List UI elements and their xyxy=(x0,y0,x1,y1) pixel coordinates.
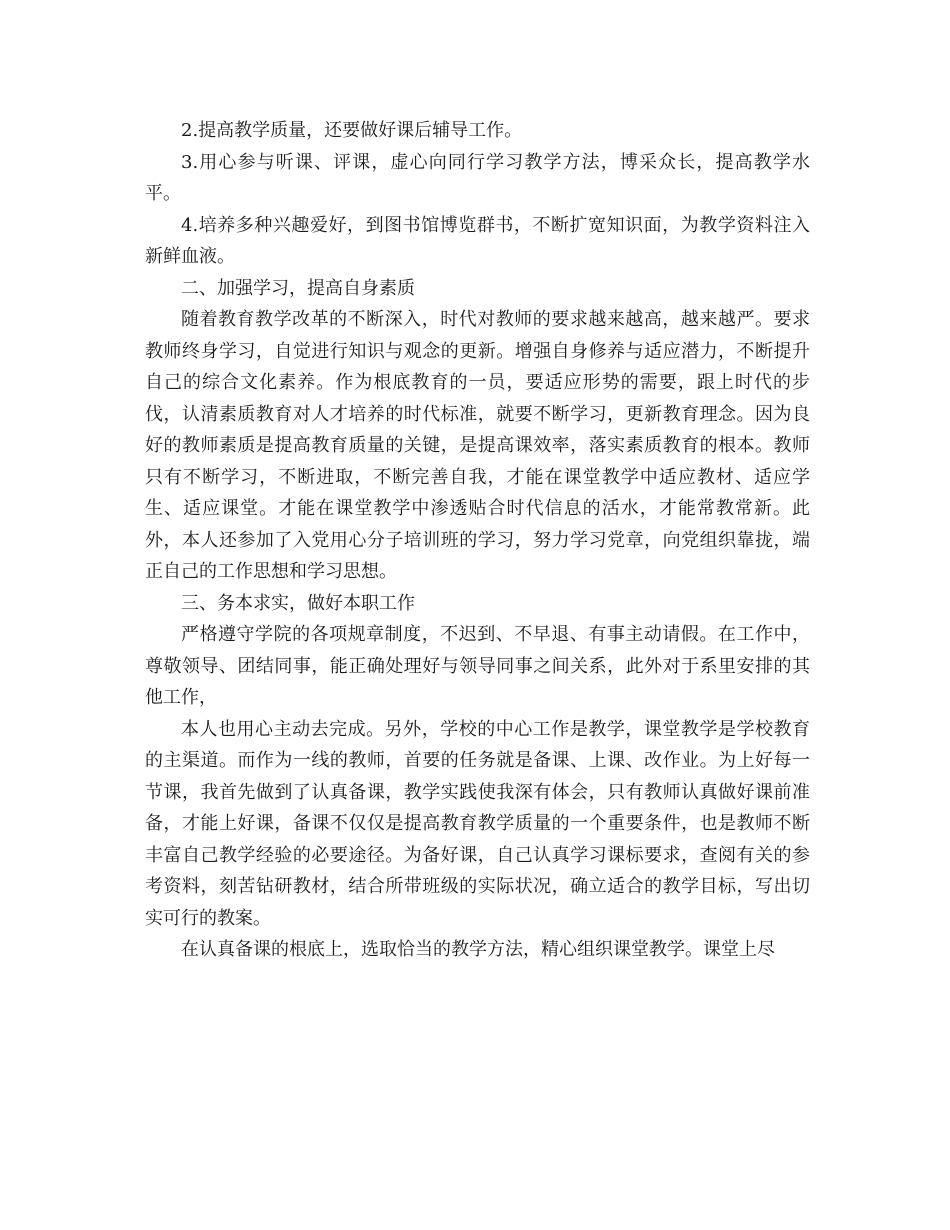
paragraph-classroom: 在认真备课的根底上，选取恰当的教学方法，精心组织课堂教学。课堂上尽 xyxy=(181,939,775,960)
paragraph-item-3: 3.用心参与听课、评课，虚心向同行学习教学方法，博采众长，提高教学水平。 xyxy=(145,151,810,204)
paragraph-learning: 随着教育教学改革的不断深入，时代对教师的要求越来越高，越来越严。要求教师终身学习，自觉进行知识与观念的更新。增强自身修养与适应潜力，不断提升自己的综合文化素养。作为根底教育的一员，要适应形势的需要，跟上时代的步伐，认清素质教育对人才培养的时代标准，就要不断学习，更新教育理念。因为良好的教师素质是提高教育质量的关键，是提高课效率，落实素质教育的根本。教师只有不断学习，不断进取，不断完善自我，才能在课堂教学中适应教材、适应学生、适应课堂。才能在课堂教学中渗透贴合时代信息的活水，才能常教常新。此外，本人还参加了入党用心分子培训班的学习，努力学习党章，向党组织靠拢，端正自己的工作思想和学习思想。 xyxy=(145,309,810,582)
paragraph-item-2: 2.提高教学质量，还要做好课后辅导工作。 xyxy=(181,120,523,141)
paragraph-teaching: 本人也用心主动去完成。另外，学校的中心工作是教学，课堂教学是学校教育的主渠道。而作为一线的教师，首要的任务就是备课、上课、改作业。为上好每一节课，我首先做到了认真备课，教学实践使我深有体会，只有教师认真做好课前准备，才能上好课，备课不仅仅是提高教育教学质量的一个重要条件，也是教师不断丰富自己教学经验的必要途径。为备好课，自己认真学习课标要求，查阅有关的参考资料，刻苦钻研教材，结合所带班级的实际状况，确立适合的教学目标，写出切实可行的教案。 xyxy=(145,718,810,929)
paragraph-item-4: 4.培养多种兴趣爱好，到图书馆博览群书，不断扩宽知识面，为教学资料注入新鲜血液。 xyxy=(145,214,810,267)
document-body xyxy=(145,115,810,966)
section-heading-2: 二、加强学习，提高自身素质 xyxy=(181,277,415,299)
section-heading-3: 三、务本求实，做好本职工作 xyxy=(181,592,415,614)
paragraph-rules: 严格遵守学院的各项规章制度，不迟到、不早退、有事主动请假。在工作中，尊敬领导、团结同事，能正确处理好与领导同事之间关系，此外对于系里安排的其他工作， xyxy=(145,624,810,708)
